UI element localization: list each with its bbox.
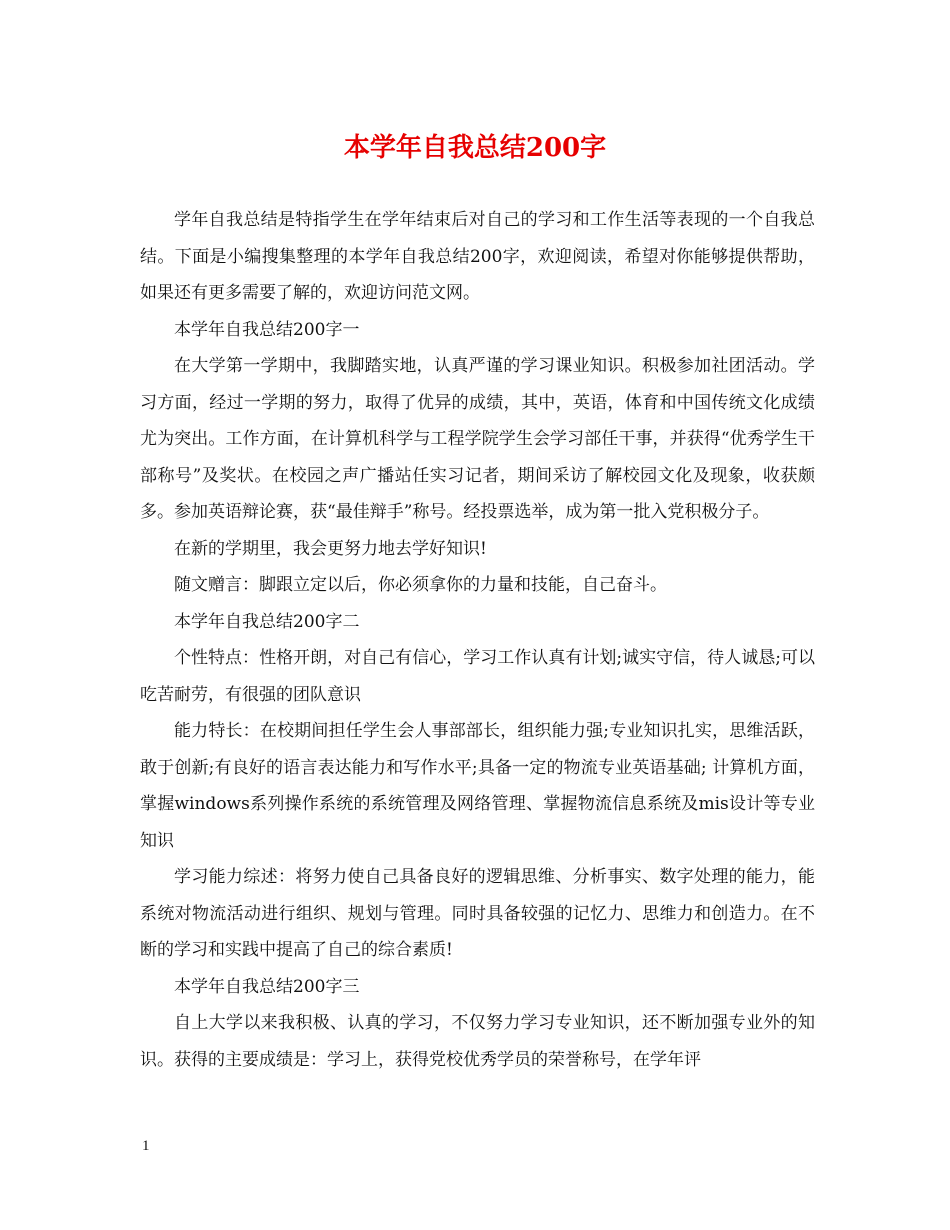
paragraph: 个性特点：性格开朗，对自己有信心，学习工作认真有计划;诚实守信，待人诚恳;可以吃苦耐劳，有很强的团队意识	[140, 648, 815, 705]
page-number: 1	[142, 1138, 150, 1154]
paragraph: 在新的学期里，我会更努力地去学好知识!	[174, 538, 487, 559]
document-body	[140, 202, 815, 1078]
section-heading-two: 本学年自我总结200字二	[174, 611, 360, 632]
intro-paragraph: 学年自我总结是特指学生在学年结束后对自己的学习和工作生活等表现的一个自我总结。下面是小编搜集整理的本学年自我总结200字，欢迎阅读，希望对你能够提供帮助，如果还有更多需要了解的，欢迎访问范文网。	[140, 210, 815, 303]
section-heading-one: 本学年自我总结200字一	[174, 319, 360, 340]
paragraph: 在大学第一学期中，我脚踏实地，认真严谨的学习课业知识。积极参加社团活动。学习方面，经过一学期的努力，取得了优异的成绩，其中，英语，体育和中国传统文化成绩尤为突出。工作方面，在计算机科学与工程学院学生会学习部任干事，并获得“优秀学生干部称号”及奖状。在校园之声广播站任实习记者，期间采访了解校园文化及现象，收获颇多。参加英语辩论赛，获“最佳辩手”称号。经投票选举，成为第一批入党积极分子。	[140, 356, 815, 522]
paragraph: 自上大学以来我积极、认真的学习，不仅努力学习专业知识，还不断加强专业外的知识。获得的主要成绩是：学习上，获得党校优秀学员的荣誉称号，在学年评	[140, 1013, 815, 1070]
paragraph: 能力特长：在校期间担任学生会人事部部长，组织能力强;专业知识扎实，思维活跃，敢于创新;有良好的语言表达能力和写作水平;具备一定的物流专业英语基础; 计算机方面，掌握windows系列操作系统的系统管理及网络管理、掌握物流信息系统及mis设计等专业知识	[140, 721, 815, 851]
paragraph: 学习能力综述：将努力使自己具备良好的逻辑思维、分析事实、数字处理的能力，能系统对物流活动进行组织、规划与管理。同时具备较强的记忆力、思维力和创造力。在不断的学习和实践中提高了自己的综合素质!	[140, 867, 815, 960]
document-title: 本学年自我总结200字	[343, 133, 607, 163]
section-heading-three: 本学年自我总结200字三	[174, 976, 360, 997]
paragraph: 随文赠言：脚跟立定以后，你必须拿你的力量和技能，自己奋斗。	[174, 575, 667, 595]
